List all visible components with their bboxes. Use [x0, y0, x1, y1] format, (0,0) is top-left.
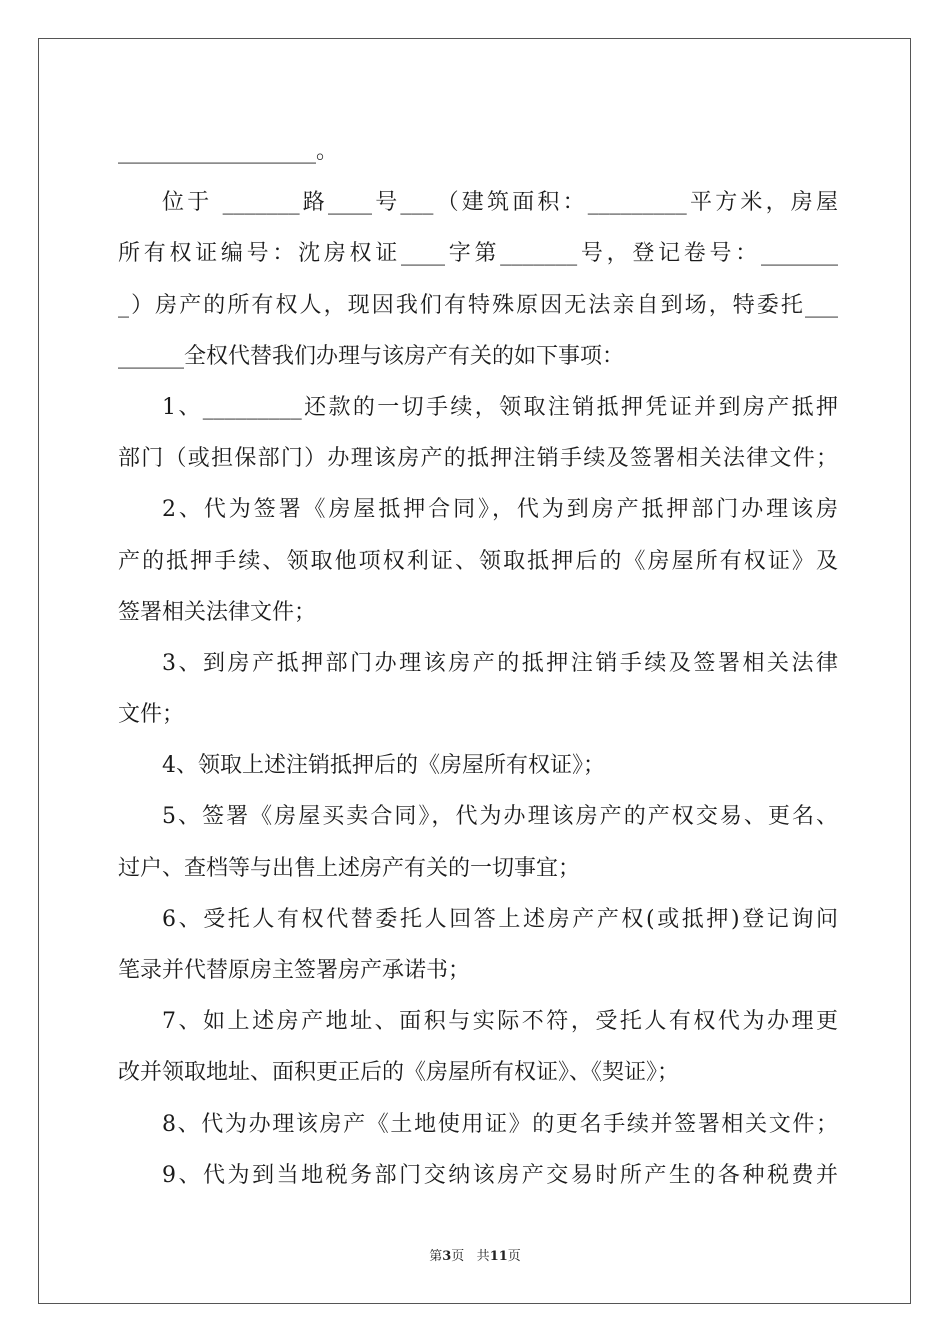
- footer-prefix: 第: [429, 1249, 443, 1264]
- text-line: 过户、查档等与出售上述房产有关的一切事宜；: [118, 855, 581, 881]
- text-line: __________________。: [118, 139, 339, 164]
- footer-separator: 共: [464, 1249, 490, 1264]
- text-line: 位于 _______路____号___（建筑面积：_________平方米，房屋: [162, 190, 838, 216]
- text-line: 部门（或担保部门）办理该房产的抵押注销手续及签署相关法律文件；: [118, 446, 838, 472]
- text-line: 5、签署《房屋买卖合同》，代为办理该房产的产权交易、更名、: [162, 804, 838, 830]
- text-line: 7、如上述房产地址、面积与实际不符，受托人有权代为办理更: [162, 1009, 838, 1035]
- text-line: 改并领取地址、面积更正后的《房屋所有权证》、《契证》；: [118, 1060, 680, 1086]
- text-line: 9、代为到当地税务部门交纳该房产交易时所产生的各种税费并: [162, 1162, 838, 1188]
- text-line: 所有权证编号：沈房权证____字第_______号，登记卷号：_______: [118, 241, 838, 267]
- text-line: 签署相关法律文件；: [118, 599, 317, 625]
- footer-total-unit: 页: [507, 1249, 521, 1264]
- text-line: 笔录并代替原房主签署房产承诺书；: [118, 958, 471, 983]
- text-line: 2、代为签署《房屋抵押合同》，代为到房产抵押部门办理该房: [162, 497, 838, 523]
- document-body: [118, 126, 838, 1201]
- text-line: 文件；: [118, 702, 185, 728]
- footer-page-unit: 页: [451, 1249, 465, 1264]
- text-line: 1、_________还款的一切手续，领取注销抵押凭证并到房产抵押: [162, 394, 838, 420]
- text-line: ______全权代替我们办理与该房产有关的如下事项：: [118, 343, 625, 369]
- footer-page-number: 3: [442, 1249, 452, 1264]
- footer-total-pages: 11: [489, 1249, 508, 1264]
- text-line: 4、领取上述注销抵押后的《房屋所有权证》；: [162, 753, 605, 779]
- text-line: 3、到房产抵押部门办理该房产的抵押注销手续及签署相关法律: [162, 650, 838, 676]
- text-line: 6、受托人有权代替委托人回答上述房产产权(或抵押)登记询问: [162, 906, 838, 932]
- page-footer: [0, 1245, 950, 1264]
- text-line: _）房产的所有权人，现因我们有特殊原因无法亲自到场，特委托___: [118, 292, 838, 318]
- text-line: 产的抵押手续、领取他项权利证、领取抵押后的《房屋所有权证》及: [118, 548, 838, 574]
- text-line: 8、代为办理该房产《土地使用证》的更名手续并签署相关文件；: [162, 1111, 838, 1137]
